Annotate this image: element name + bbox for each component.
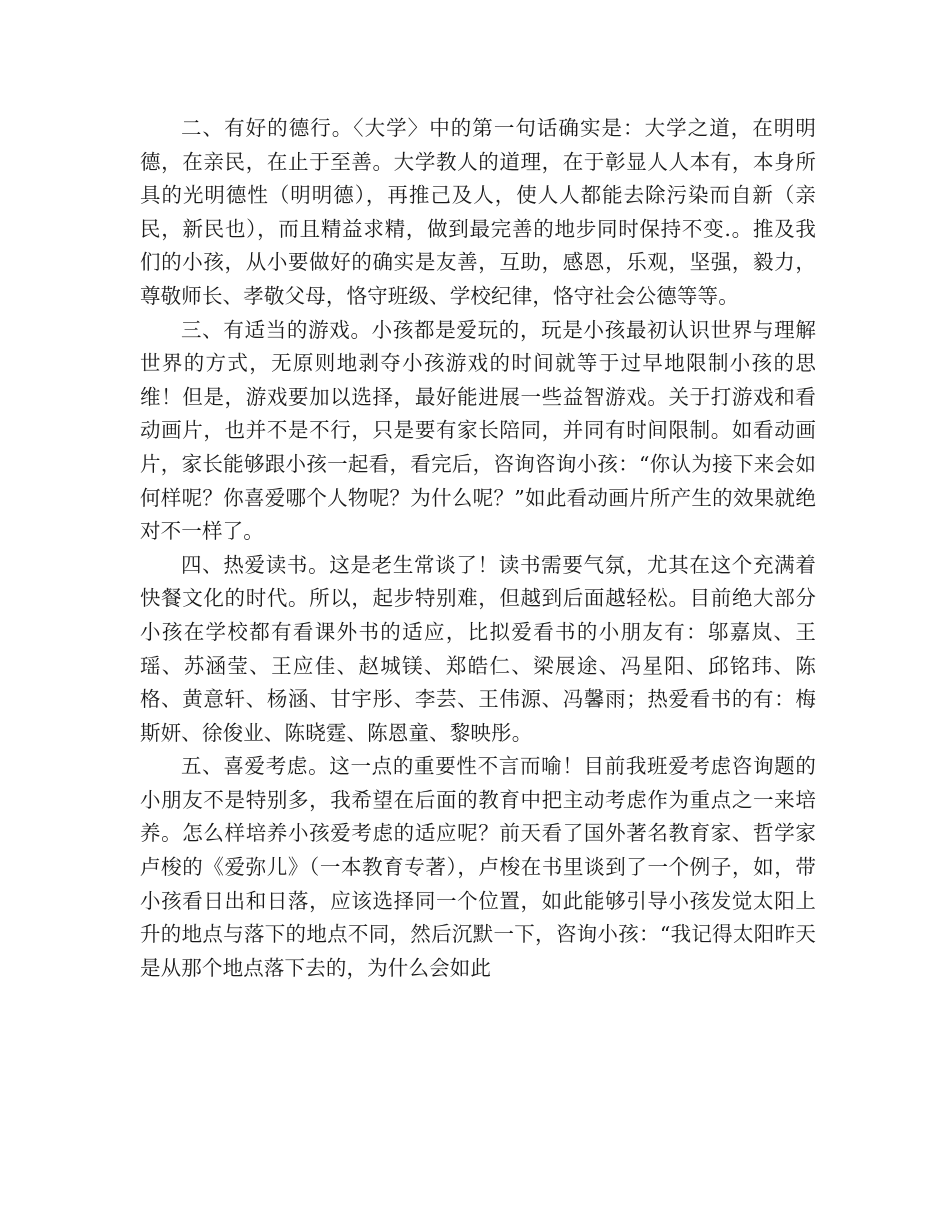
- paragraph-games: 三、有适当的游戏。小孩都是爱玩的，玩是小孩最初认识世界与理解世界的方式，无原则地剥夺小孩游戏的时间就等于过早地限制小孩的思维！但是，游戏要加以选择，最好能进展一些益智游戏。关于打游戏和看动画片，也并不是不行，只是要有家长陪同，并同有时间限制。如看动画片，家长能够跟小孩一起看，看完后，咨询咨询小孩：“你认为接下来会如何样呢？你喜爱哪个人物呢？为什么呢？”如此看动画片所产生的效果就绝对不一样了。: [140, 317, 816, 544]
- paragraph-reading: 四、热爱读书。这是老生常谈了！读书需要气氛，尤其在这个充满着快餐文化的时代。所以，起步特别难，但越到后面越轻松。目前绝大部分小孩在学校都有看课外书的适应，比拟爱看书的小朋友有：邬嘉岚、王瑶、苏涵莹、王应佳、赵城镁、郑皓仁、梁展途、冯星阳、邱铭玮、陈格、黄意轩、杨涵、甘宇彤、李芸、王伟源、冯馨雨；热爱看书的有：梅斯妍、徐俊业、陈晓霆、陈恩童、黎映彤。: [140, 552, 816, 745]
- paragraph-virtue: 二、有好的德行。〈大学〉中的第一句话确实是：大学之道，在明明德，在亲民，在止于至善。大学教人的道理，在于彰显人人本有，本身所具的光明德性（明明德），再推己及人，使人人都能去除污染而自新（亲民，新民也），而且精益求精，做到最完善的地步同时保持不变.。推及我们的小孩，从小要做好的确实是友善，互助，感恩，乐观，坚强，毅力，尊敬师长、孝敬父母，恪守班级、学校纪律，恪守社会公德等等。: [140, 116, 816, 308]
- document-body: [140, 112, 816, 985]
- paragraph-thinking: 五、喜爱考虑。这一点的重要性不言而喻！目前我班爱考虑咨询题的小朋友不是特别多，我希望在后面的教育中把主动考虑作为重点之一来培养。怎么样培养小孩爱考虑的适应呢？前天看了国外著名教育家、哲学家卢梭的《爱弥儿》（一本教育专著），卢梭在书里谈到了一个例子，如，带小孩看日出和日落，应该选择同一个位置，如此能够引导小孩发觉太阳上升的地点与落下的地点不同，然后沉默一下，咨询小孩：“我记得太阳昨天是从那个地点落下去的，为什么会如此: [140, 754, 816, 980]
